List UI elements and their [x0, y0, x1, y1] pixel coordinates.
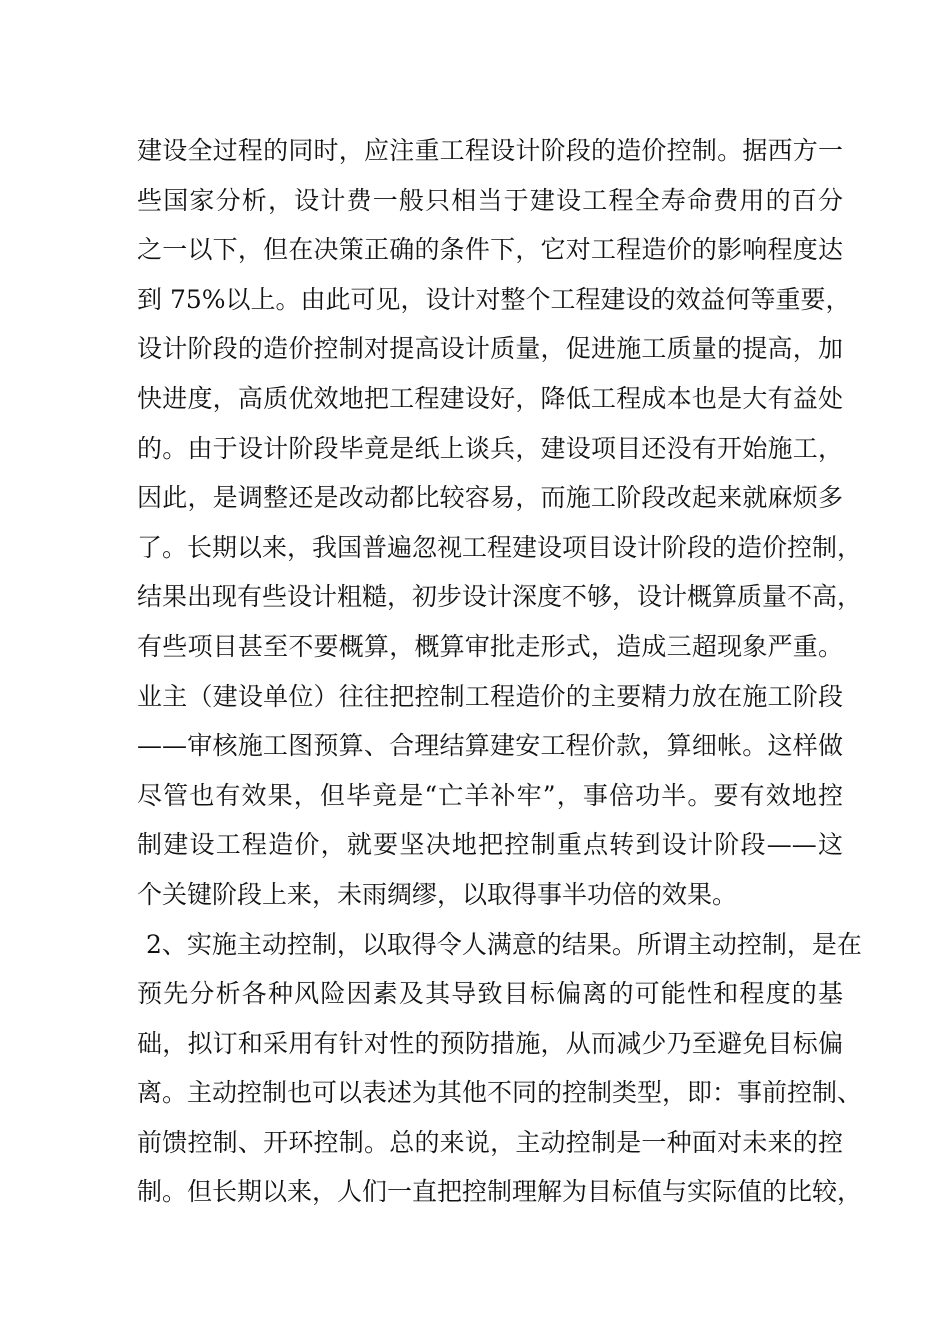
text-line: 结果出现有些设计粗糙，初步设计深度不够，设计概算质量不高， [137, 582, 863, 612]
text-line: 础，拟订和采用有针对性的预防措施，从而减少乃至避免目标偏 [137, 1028, 843, 1058]
text-line: 2、实施主动控制，以取得令人满意的结果。所谓主动控制，是在 [146, 929, 862, 959]
text-line: 有些项目甚至不要概算，概算审批走形式，造成三超现象严重。 [137, 631, 843, 661]
text-line: 前馈控制、开环控制。总的来说，主动控制是一种面对未来的控 [137, 1127, 843, 1157]
text-line: 之一以下，但在决策正确的条件下，它对工程造价的影响程度达 [137, 235, 843, 265]
text-line: 到 75%以上。由此可见，设计对整个工程建设的效益何等重要， [137, 284, 851, 314]
text-line: 制建设工程造价，就要坚决地把控制重点转到设计阶段——这 [137, 830, 843, 860]
body-text [137, 126, 863, 1217]
text-line: 建设全过程的同时，应注重工程设计阶段的造价控制。据西方一 [137, 136, 843, 165]
text-line: 尽管也有效果，但毕竟是“亡羊补牢”，事倍功半。要有效地控 [137, 780, 843, 810]
text-line: 些国家分析，设计费一般只相当于建设工程全寿命费用的百分 [137, 185, 843, 215]
text-line: 了。长期以来，我国普遍忽视工程建设项目设计阶段的造价控制， [137, 532, 863, 562]
text-line: 个关键阶段上来，未雨绸缪，以取得事半功倍的效果。 [137, 879, 738, 909]
text-line: 设计阶段的造价控制对提高设计质量，促进施工质量的提高，加 [137, 334, 843, 364]
text-line: 离。主动控制也可以表述为其他不同的控制类型，即：事前控制、 [137, 1078, 863, 1108]
text-line: 的。由于设计阶段毕竟是纸上谈兵，建设项目还没有开始施工， [137, 433, 843, 463]
text-line: 因此，是调整还是改动都比较容易，而施工阶段改起来就麻烦多 [137, 483, 843, 513]
text-line: 快进度，高质优效地把工程建设好，降低工程成本也是大有益处 [137, 383, 843, 413]
text-line: 业主（建设单位）往往把控制工程造价的主要精力放在施工阶段 [137, 681, 843, 711]
text-line: ——审核施工图预算、合理结算建安工程价款，算细帐。这样做 [137, 731, 843, 761]
text-line: 预先分析各种风险因素及其导致目标偏离的可能性和程度的基 [137, 979, 843, 1009]
text-line: 制。但长期以来，人们一直把控制理解为目标值与实际值的比较， [137, 1177, 863, 1207]
